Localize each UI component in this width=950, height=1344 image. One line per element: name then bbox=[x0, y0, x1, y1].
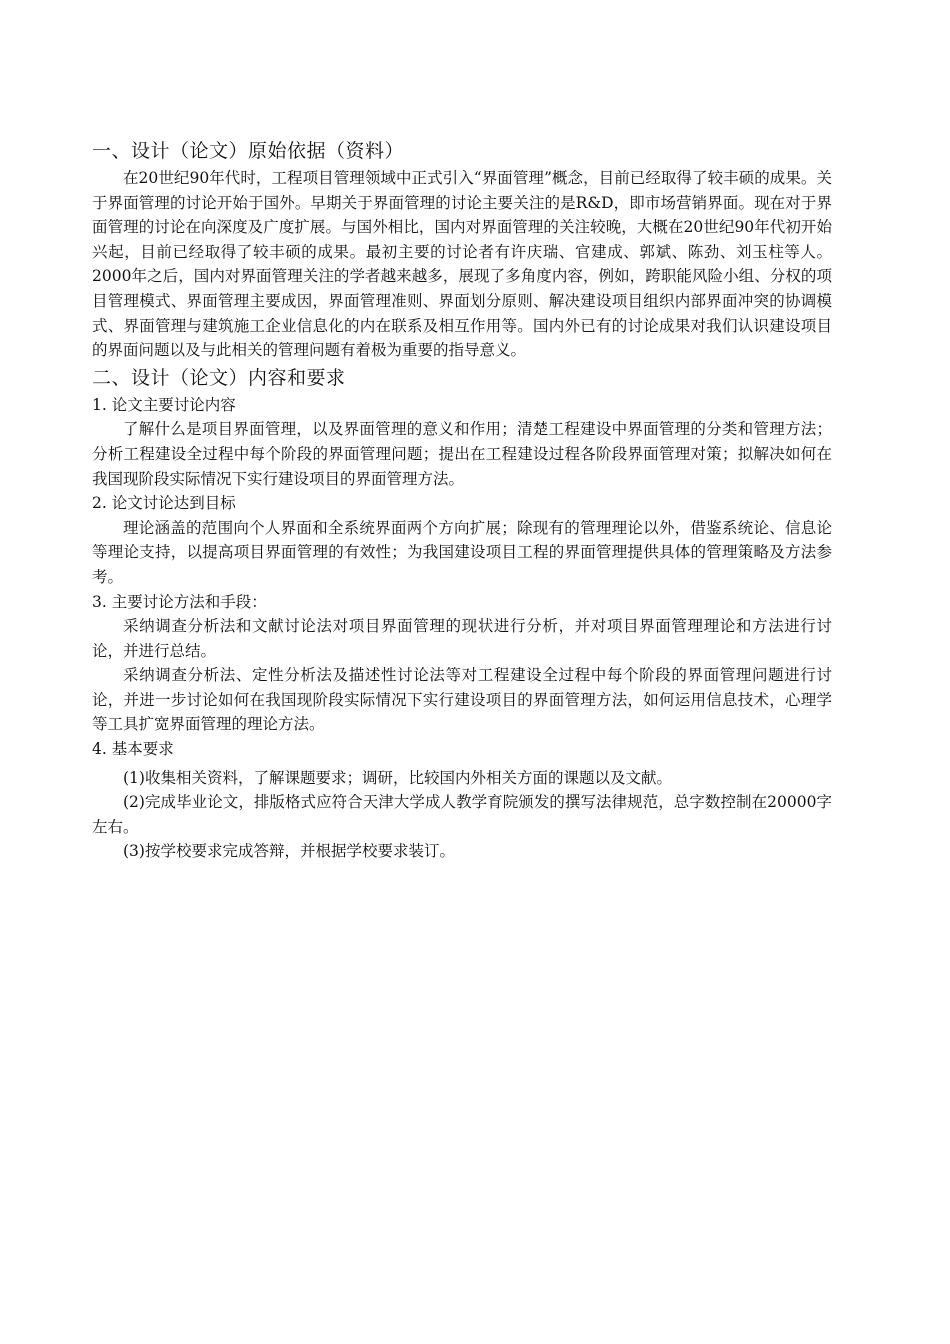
section-1-paragraph: 在20世纪90年代时，工程项目管理领域中正式引入“界面管理”概念，目前已经取得了较丰硕的成果。关于界面管理的讨论开始于国外。早期关于界面管理的讨论主要关注的是R&D，即市场营销界面。现在对于界面管理的讨论在向深度及广度扩展。与国外相比，国内对界面管理的关注较晚，大概在20世纪90年代初开始兴起，目前已经取得了较丰硕的成果。最初主要的讨论者有许庆瑞、官建成、郭斌、陈劲、刘玉柱等人。2000年之后，国内对界面管理关注的学者越来越多，展现了多角度内容，例如，跨职能风险小组、分权的项目管理模式、界面管理主要成因，界面管理准则、界面划分原则、解决建设项目组织内部界面冲突的协调模式、界面管理与建筑施工企业信息化的内在联系及相互作用等。国内外已有的讨论成果对我们认识建设项目的界面问题以及与此相关的管理问题有着极为重要的指导意义。 bbox=[92, 169, 832, 360]
item-4-title: 4. 基本要求 bbox=[92, 740, 174, 759]
item-3-paragraph-b: 采纳调查分析法、定性分析法及描述性讨论法等对工程建设全过程中每个阶段的界面管理问题进行讨论，并进一步讨论如何在我国现阶段实际情况下实行建设项目的界面管理方法，如何运用信息技术，心理学等工具扩宽界面管理的理论方法。 bbox=[92, 666, 832, 734]
section-2-heading: 二、设计（论文）内容和要求 bbox=[92, 366, 346, 389]
item-3-paragraph-a: 采纳调查分析法和文献讨论法对项目界面管理的现状进行分析，并对项目界面管理理论和方法进行讨论，并进行总结。 bbox=[92, 617, 832, 660]
item-3-title: 3. 主要讨论方法和手段： bbox=[92, 592, 267, 611]
document-page bbox=[92, 136, 832, 864]
section-1-heading: 一、设计（论文）原始依据（资料） bbox=[92, 140, 405, 162]
requirement-3: (3)按学校要求完成答辩，并根据学校要求装订。 bbox=[123, 842, 455, 861]
item-2-title: 2. 论文讨论达到目标 bbox=[92, 494, 236, 513]
item-1-paragraph: 了解什么是项目界面管理，以及界面管理的意义和作用；清楚工程建设中界面管理的分类和管理方法；分析工程建设全过程中每个阶段的界面管理问题；提出在工程建设过程各阶段界面管理对策；拟解决如何在我国现阶段实际情况下实行建设项目的界面管理方法。 bbox=[92, 420, 832, 488]
item-2-paragraph: 理论涵盖的范围向个人界面和全系统界面两个方向扩展；除现有的管理理论以外，借鉴系统论、信息论等理论支持，以提高项目界面管理的有效性；为我国建设项目工程的界面管理提供具体的管理策略及方法参考。 bbox=[92, 518, 832, 586]
requirement-2: (2)完成毕业论文，排版格式应符合天津大学成人教学育院颁发的撰写法律规范，总字数控制在20000字左右。 bbox=[92, 793, 832, 836]
item-1-title: 1. 论文主要讨论内容 bbox=[92, 395, 236, 414]
requirement-1: (1)收集相关资料，了解课题要求；调研，比较国内外相关方面的课题以及文献。 bbox=[123, 768, 672, 787]
